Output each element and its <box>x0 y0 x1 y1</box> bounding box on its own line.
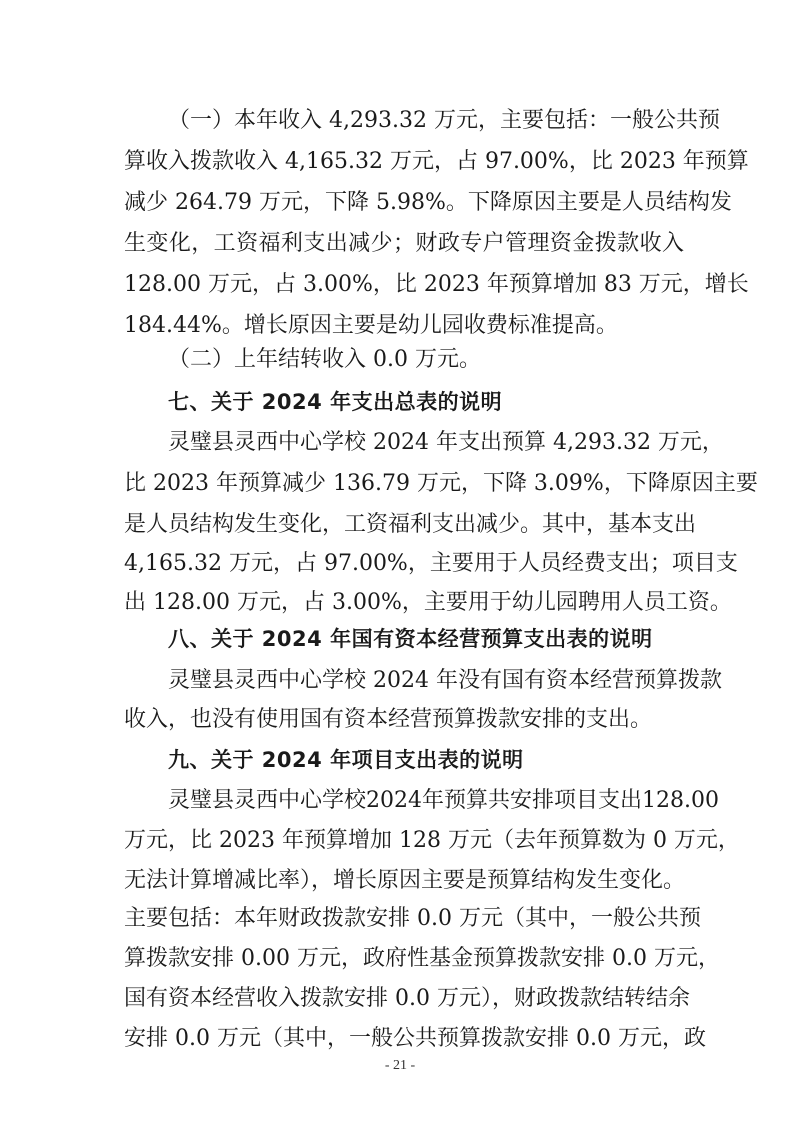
paragraph-line: 灵璧县灵西中心学校2024年预算共安排项目支出128.00 <box>168 788 719 813</box>
paragraph-line: 算拨款安排 0.00 万元，政府性基金预算拨款安排 0.0 万元， <box>124 946 720 971</box>
paragraph-line: 算收入拨款收入 4,165.32 万元，占 97.00%，比 2023 年预算 <box>124 149 749 174</box>
section-heading: 八、关于 2024 年国有资本经营预算支出表的说明 <box>168 627 653 651</box>
paragraph-line: （一）本年收入 4,293.32 万元，主要包括：一般公共预 <box>168 108 720 133</box>
paragraph-line: 安排 0.0 万元（其中，一般公共预算拨款安排 0.0 万元，政 <box>124 1026 706 1051</box>
paragraph-line: 万元，比 2023 年预算增加 128 万元（去年预算数为 0 万元， <box>124 828 740 853</box>
paragraph-line: 减少 264.79 万元，下降 5.98%。下降原因主要是人员结构发 <box>124 190 732 215</box>
paragraph-line: 灵璧县灵西中心学校 2024 年支出预算 4,293.32 万元， <box>168 430 724 455</box>
paragraph-line: 生变化，工资福利支出减少；财政专户管理资金拨款收入 <box>124 231 684 256</box>
paragraph-line: 灵璧县灵西中心学校 2024 年没有国有资本经营预算拨款 <box>168 668 722 693</box>
paragraph-line: 是人员结构发生变化，工资福利支出减少。其中，基本支出 <box>124 512 697 537</box>
section-heading: 九、关于 2024 年项目支出表的说明 <box>168 748 524 772</box>
paragraph-line: 128.00 万元，占 3.00%，比 2023 年预算增加 83 万元，增长 <box>124 272 749 297</box>
paragraph-line: 主要包括：本年财政拨款安排 0.0 万元（其中，一般公共预 <box>124 906 701 931</box>
page-number: - 21 - <box>384 1058 416 1073</box>
paragraph-line: 出 128.00 万元，占 3.00%，主要用于幼儿园聘用人员工资。 <box>124 590 732 615</box>
paragraph-line: 无法计算增减比率），增长原因主要是预算结构发生变化。 <box>124 868 686 893</box>
paragraph-line: （二）上年结转收入 0.0 万元。 <box>168 347 481 372</box>
paragraph-line: 国有资本经营收入拨款安排 0.0 万元），财政拨款结转结余 <box>124 986 690 1011</box>
paragraph-line: 收入，也没有使用国有资本经营预算拨款安排的支出。 <box>124 707 653 732</box>
paragraph-line: 4,165.32 万元，占 97.00%，主要用于人员经费支出；项目支 <box>124 551 738 576</box>
paragraph-line: 比 2023 年预算减少 136.79 万元，下降 3.09%，下降原因主要 <box>124 471 758 496</box>
section-heading: 七、关于 2024 年支出总表的说明 <box>168 390 503 414</box>
paragraph-line: 184.44%。增长原因主要是幼儿园收费标准提高。 <box>124 313 618 338</box>
